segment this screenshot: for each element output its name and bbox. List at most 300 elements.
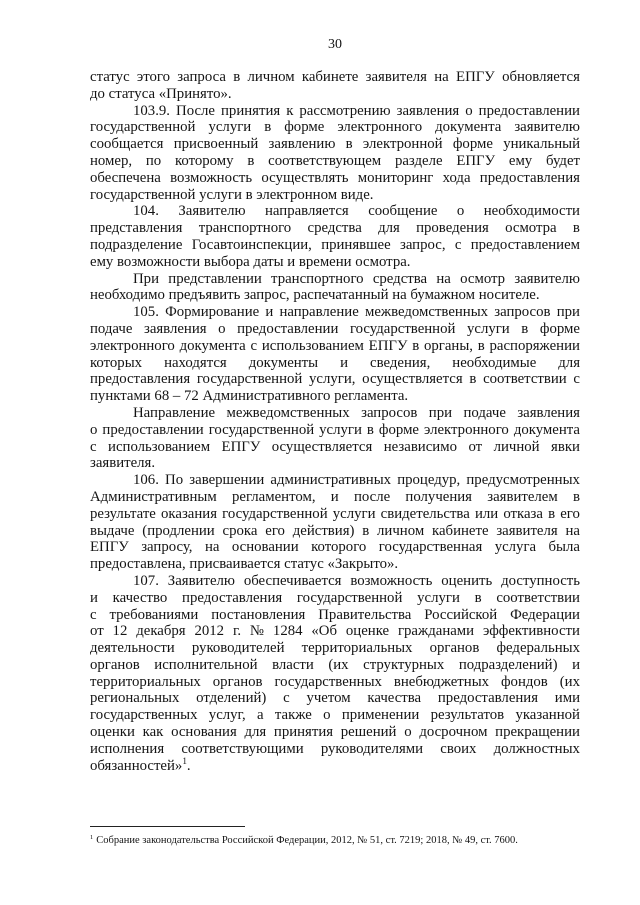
text-line [90,321,580,338]
word: Направление [133,404,216,421]
word: транспортного [271,270,364,287]
word: с [573,371,580,388]
word: с [90,606,97,623]
word: (их [559,673,580,690]
word: в [247,152,255,169]
word: будет [546,152,580,169]
word: была [548,539,580,556]
word: 2012 [194,623,225,640]
word: и [330,488,339,505]
word: предоставлении [478,102,580,119]
word: исполнения [90,740,165,757]
word: в [469,371,477,388]
text-line: государственной услуги в электронном виде. [90,186,374,203]
word: оценить [441,572,493,589]
word: результате [90,505,156,522]
word: о [323,707,331,724]
word: о [456,203,465,220]
text-line [90,136,580,153]
word: документы [248,354,319,371]
word: отказа [503,505,543,522]
text-line [90,405,580,422]
page-number: 30 [328,37,342,52]
text-line [90,724,580,741]
word: о [90,421,98,438]
word: также [274,707,312,724]
word: на [434,69,449,85]
word: качество [112,589,168,606]
word: заявителю [514,270,580,287]
word: Правительства [318,606,412,623]
paragraph [90,573,580,775]
word: распоряжении [489,337,580,354]
word: органов [212,673,263,690]
word: 12 [112,623,128,640]
text-line [90,371,580,388]
final-line-text: обязанностей» [90,757,183,774]
word: указанной [515,707,580,724]
text-line [90,573,580,590]
word: «Об [311,623,338,640]
word: качества [367,690,422,707]
word: кабинете [301,69,359,85]
word: государственной [90,119,196,136]
word: внебюджетных [393,673,490,690]
word: запрос, [399,236,446,253]
word: доступность [501,572,580,589]
word: использованием [261,337,364,354]
word: на [436,270,451,287]
word: 106. [133,472,159,489]
word: представления [90,220,183,237]
word: ЕПГУ [368,337,408,354]
word: на [204,539,220,556]
word: его [265,522,285,539]
word: должностных [493,740,580,757]
word: органов [90,656,140,673]
word: государственной [222,505,328,522]
word: срока [222,522,258,539]
word: необходимости [483,203,580,220]
word: руководителей [191,640,285,657]
word: процедур, [397,472,461,489]
word: заявления [143,320,207,337]
word: транспортного [198,220,292,237]
word: заявления [517,404,580,421]
footnote [90,834,518,847]
word: присвоенный [173,136,259,153]
word: прекращении [495,724,580,741]
word: Административным [90,488,217,505]
word: государственной [349,320,456,337]
word: предоставления [479,169,580,186]
word: 107. [133,572,159,589]
word: 105. [133,304,159,321]
word: в [366,421,374,438]
word: подаче [90,320,133,337]
word: завершении [189,472,265,489]
word: постановления [211,606,306,623]
word: соответствующем [268,152,382,169]
word: хода [442,169,471,186]
word: а [256,707,264,724]
word: представлении [168,270,262,287]
paragraph [90,69,580,103]
word: заявителя [496,522,558,539]
word: государственных [90,707,198,724]
word: При [133,270,160,287]
text-line [90,170,580,187]
word: ему [508,152,533,169]
word: территориальных [301,640,413,657]
word: в [412,337,420,354]
word: государственной [296,589,403,606]
paragraph [90,203,580,270]
text-line: необходимо предъявить запрос, распечатанный на бумажном носителе. [90,287,540,304]
text-line [90,539,580,556]
text-line [90,489,580,506]
word: предоставлении [102,421,204,438]
text-line: предоставлена, присваивается статус «Закрыто». [90,556,399,573]
word: выдаче [90,522,135,539]
word: электронного [337,119,423,136]
word: в [345,136,353,153]
word: и [90,589,98,606]
word: электронной [362,136,443,153]
word: заявлению [268,136,336,153]
word: о [404,724,412,741]
word: эффективности [482,623,580,640]
word: в [474,589,482,606]
word: при [428,404,453,421]
word: услуги [208,119,252,136]
text-line [90,69,580,86]
word: услуги [417,589,460,606]
word: декабря [136,623,186,640]
text-line [90,439,580,456]
word: Заявителю [178,203,246,220]
word: предоставления [437,690,539,707]
word: власти [272,656,314,673]
word: соответствующими [181,740,304,757]
word: региональных [90,690,180,707]
word: с [250,337,258,354]
paragraph [90,472,580,573]
word: услуги [319,421,362,438]
paragraph [90,405,580,472]
word: с [454,236,462,253]
footnote-marker: 1 [90,833,94,841]
word: оценки [90,724,135,741]
word: услуг, [208,707,246,724]
word: государственная [378,539,483,556]
word: использованием [108,438,211,455]
word: форме [378,421,419,438]
text-line [90,203,580,220]
text-line [90,741,580,758]
word: соответствии [483,371,567,388]
word: рассмотрению [299,102,391,119]
word: форме [452,136,493,153]
word: услуги [332,505,376,522]
word: учетом [306,690,351,707]
text-line: заявителя. [90,455,156,472]
text-line [90,271,580,288]
word: регламентом, [231,488,316,505]
text-line [90,153,580,170]
word: предусмотренных [466,472,580,489]
word: 104. [133,203,159,220]
word: его [560,505,580,522]
word: ЕПГУ [456,69,495,85]
word: которого [311,539,367,556]
word: разделе [394,152,443,169]
text-line: ему возможности выбора даты и времени осмотра. [90,253,411,270]
footnote-reference[interactable]: 1 [182,755,187,766]
word: обеспечивается [243,572,342,589]
word: номер, [90,152,133,169]
word: необходимые [452,354,537,371]
word: осуществлять [261,169,349,186]
word: независимо [383,438,457,455]
word: в [233,69,241,85]
word: средства [372,270,428,287]
text-line: пунктами 68 – 72 Административного регламента. [90,388,409,405]
text-line [90,472,580,489]
word: личном [377,522,425,539]
word: соответствии [496,589,580,606]
word: Формирование [165,304,260,321]
word: в [521,320,529,337]
word: подразделений) [458,656,558,673]
text-line [90,338,580,355]
text-line [90,707,580,724]
word: предоставлении [237,320,339,337]
word: г. [232,623,242,640]
word: подразделение [90,236,183,253]
word: средства [307,220,362,237]
word: органы, [423,337,473,354]
footnote-separator [90,826,245,827]
word: основания [171,724,237,741]
word: своих [440,740,477,757]
word: ЕПГУ [90,539,129,556]
word: статус [90,69,130,85]
word: По [165,472,184,489]
word: предоставления [182,589,283,606]
word: Российской [424,606,498,623]
word: После [176,102,215,119]
word: предоставления [90,371,191,388]
word: электронного [424,421,509,438]
text-line [90,657,580,674]
final-line-tail: . [186,757,191,774]
word: обеспечена [90,169,161,186]
word: административных [270,472,392,489]
text-line [90,506,580,523]
word: кабинете [432,522,489,539]
word: обновляется [502,69,580,85]
word: услуги, [309,371,356,388]
text-line [90,422,580,439]
word: заявителем [487,488,558,505]
text-line [90,690,580,707]
word: принятия [221,102,281,119]
paragraph [90,304,580,405]
word: 1284 [272,623,303,640]
word: межведомственных [364,304,489,321]
word: в [572,488,580,505]
word: гражданами [397,623,475,640]
word: деятельности [90,640,175,657]
word: (их [328,656,349,673]
word: по [145,152,162,169]
word: запросу, [141,539,193,556]
word: осуществляется [362,371,463,388]
word: возможность [170,169,253,186]
word: оказания [161,505,218,522]
text-line [90,220,580,237]
word: действия) [292,522,355,539]
word: Госавтоинспекции, [191,236,312,253]
word: уникальный [503,136,580,153]
word: оценке [345,623,390,640]
word: заявителю [514,119,580,136]
text-line [90,623,580,640]
word: от [468,438,483,455]
word: межведомственных [226,404,350,421]
word: в [548,505,556,522]
word: форме [539,320,580,337]
word: территориальных [90,673,201,690]
word: электронного [90,337,175,354]
word: государственной [196,371,303,388]
word: № [249,623,265,640]
word: услуги [466,320,510,337]
paragraph [90,103,580,204]
word: подаче [463,404,506,421]
word: заявления [396,102,460,119]
word: государственных [274,673,382,690]
word: основании [231,539,299,556]
document-body [90,69,580,774]
word: о [465,102,473,119]
word: ЕПГУ [221,438,261,455]
word: применении [341,707,420,724]
word: и [572,656,580,673]
word: явки [551,438,580,455]
word: личном [247,69,295,85]
text-line [90,523,580,540]
text-line [90,103,580,120]
word: требованиями [109,606,199,623]
word: ими [554,690,580,707]
word: и [340,354,349,371]
word: личной [493,438,540,455]
word: в [362,522,370,539]
word: сообщение [368,203,438,220]
word: предоставлением [470,236,580,253]
word: в [477,337,485,354]
text-line [90,590,580,607]
word: принятия [273,724,334,741]
word: осмотр [460,270,506,287]
word: которому [174,152,234,169]
word: и [265,304,274,321]
word: 103.9. [133,102,170,119]
word: фондов [500,673,548,690]
word: решений [340,724,397,741]
paragraph [90,271,580,305]
word: государственной [208,421,315,438]
word: сведения, [370,354,431,371]
word: осмотра [505,220,557,237]
text-line [90,355,580,372]
word: для [558,354,580,371]
word: Федерации [510,606,580,623]
word: запросов [361,404,418,421]
text-line [90,237,580,254]
text-line [90,674,580,691]
word: с [90,438,97,455]
word: получения [405,488,472,505]
text-line: до статуса «Принято». [90,85,232,102]
word: услуга [494,539,537,556]
word: этого [136,69,171,85]
text-line [90,119,580,136]
word: осуществляется [271,438,373,455]
word: принявшее [321,236,391,253]
word: органов [429,640,480,657]
text-line [90,640,580,657]
text-line [90,304,580,321]
word: направление [279,304,359,321]
word: мониторинг [357,169,434,186]
word: на [565,522,580,539]
word: свидетельства [380,505,470,522]
word: возможность [350,572,433,589]
word: (продлении [142,522,215,539]
word: в [572,220,580,237]
word: документа [435,119,502,136]
word: запросов [494,304,551,321]
word: досрочном [419,724,488,741]
word: заявителя [365,69,427,85]
word: документа [179,337,246,354]
word: для [244,724,267,741]
word: руководителями [320,740,424,757]
word: находятся [164,354,227,371]
word: которых [90,354,143,371]
word: от [90,623,104,640]
word: ЕПГУ [456,152,496,169]
word: проведения [416,220,489,237]
word: документа [513,421,580,438]
word: или [474,505,499,522]
word: о [218,320,226,337]
text-line [90,607,580,624]
word: при [556,304,580,321]
word: форме [284,119,325,136]
word: как [142,724,164,741]
word: к [286,102,294,119]
word: сообщается [90,136,164,153]
word: с [283,690,290,707]
word: структурных [363,656,445,673]
word: федеральных [496,640,580,657]
word: направляется [264,203,349,220]
text-line [90,755,580,775]
